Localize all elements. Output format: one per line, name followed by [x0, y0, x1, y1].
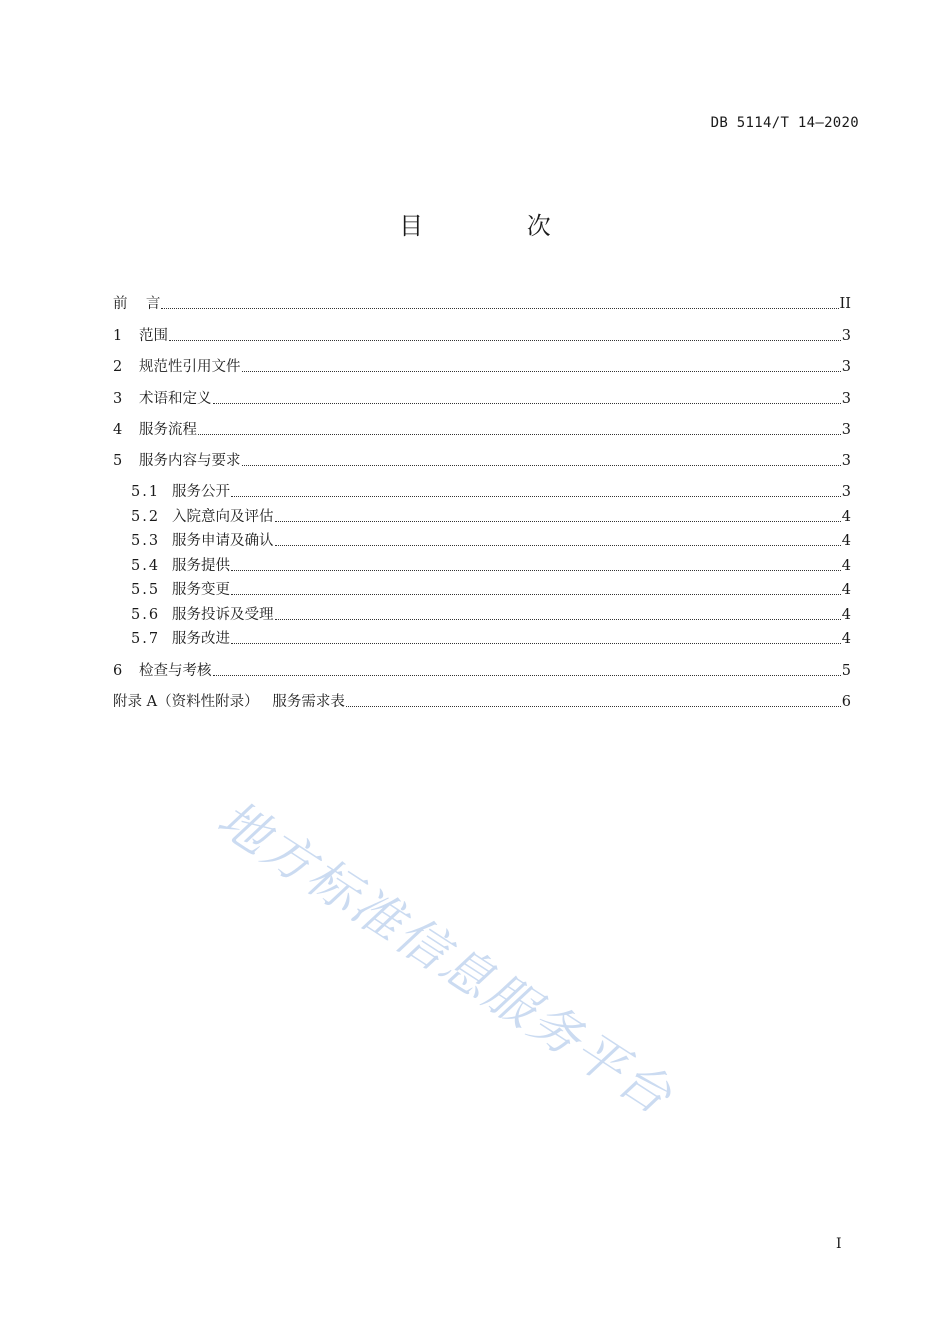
toc-entry-page: 4	[841, 582, 851, 598]
toc-entry-label: 服务提供	[172, 557, 230, 574]
toc-entry-5-3[interactable]	[113, 526, 851, 551]
toc-entry-2[interactable]	[113, 345, 851, 377]
toc-entry-5-4[interactable]	[113, 550, 851, 575]
toc-entry-page: II	[839, 296, 851, 312]
toc-leader-dots	[231, 496, 841, 497]
toc-entry-5-6[interactable]	[113, 599, 851, 624]
toc-leader-dots	[213, 403, 841, 404]
toc-leader-dots	[242, 465, 841, 466]
toc-leader-dots	[169, 340, 841, 341]
toc-entry-page: 6	[841, 694, 851, 710]
toc-entry-label: 服务流程	[139, 422, 197, 438]
toc-entry-number: 5.2	[131, 508, 161, 525]
toc-entry-page: 3	[841, 359, 851, 375]
toc-entry-page: 4	[841, 631, 851, 647]
toc-entry-page: 3	[841, 484, 851, 500]
toc-entry-label: 检查与考核	[139, 662, 212, 679]
toc-entry-5[interactable]	[113, 439, 851, 470]
toc-entry-number: 2	[113, 359, 123, 375]
toc-leader-dots	[275, 619, 841, 620]
toc-entry-label: 附录 A（资料性附录） 服务需求表	[113, 694, 345, 710]
page-number: I	[836, 1236, 842, 1252]
toc-leader-dots	[213, 675, 841, 676]
toc-entry-label: 服务改进	[172, 631, 230, 647]
toc-entry-number: 1	[113, 327, 123, 344]
watermark-text: 地方标准信息服务平台	[207, 789, 684, 1127]
toc-entry-label: 入院意向及评估	[172, 508, 274, 525]
toc-entry-label: 前 言	[113, 296, 161, 312]
toc-entry-label: 服务变更	[172, 582, 230, 598]
toc-entry-page: 4	[841, 533, 851, 549]
toc-entry-foreword[interactable]	[113, 286, 851, 313]
toc-leader-dots	[275, 545, 841, 546]
toc-entry-page: 3	[841, 422, 851, 438]
toc-entry-number: 5	[113, 453, 123, 469]
toc-entry-page: 4	[841, 606, 851, 623]
toc-leader-dots	[231, 570, 841, 571]
toc-entry-4[interactable]	[113, 408, 851, 440]
toc-entry-page: 3	[841, 390, 851, 407]
toc-entry-number: 5.7	[131, 631, 161, 647]
table-of-contents	[113, 286, 851, 711]
toc-entry-1[interactable]	[113, 313, 851, 345]
toc-entry-number: 5.1	[131, 484, 161, 500]
toc-leader-dots	[231, 643, 841, 644]
toc-entry-number: 5.6	[131, 606, 161, 623]
toc-entry-5-2[interactable]	[113, 501, 851, 526]
toc-entry-label: 范围	[139, 327, 168, 344]
toc-leader-dots	[242, 371, 841, 372]
toc-entry-label: 服务公开	[172, 484, 230, 500]
toc-leader-dots	[198, 434, 841, 435]
toc-entry-label: 服务内容与要求	[139, 453, 241, 469]
toc-leader-dots	[161, 308, 838, 309]
toc-entry-page: 4	[841, 508, 851, 525]
toc-entry-number: 5.5	[131, 582, 161, 598]
toc-entry-number: 3	[113, 390, 123, 407]
toc-entry-5-1[interactable]	[113, 470, 851, 501]
toc-entry-label: 服务投诉及受理	[172, 606, 274, 623]
toc-leader-dots	[275, 521, 841, 522]
toc-entry-label: 规范性引用文件	[139, 359, 241, 375]
toc-entry-5-7[interactable]	[113, 624, 851, 649]
toc-entry-number: 5.3	[131, 533, 161, 549]
toc-entry-page: 3	[841, 327, 851, 344]
toc-leader-dots	[346, 706, 841, 707]
toc-leader-dots	[231, 594, 841, 595]
toc-entry-label: 术语和定义	[139, 390, 212, 407]
toc-entry-number: 4	[113, 422, 123, 438]
toc-entry-label: 服务申请及确认	[172, 533, 274, 549]
toc-entry-page: 5	[841, 662, 851, 679]
toc-entry-page: 3	[841, 453, 851, 469]
toc-entry-6[interactable]	[113, 648, 851, 680]
toc-entry-appendix-a[interactable]	[113, 680, 851, 712]
toc-entry-number: 6	[113, 662, 123, 679]
toc-entry-3[interactable]	[113, 376, 851, 408]
page-title: 目 次	[399, 212, 599, 240]
toc-entry-5-5[interactable]	[113, 575, 851, 600]
toc-entry-page: 4	[841, 557, 851, 574]
document-code: DB 5114/T 14—2020	[710, 115, 859, 131]
toc-entry-number: 5.4	[131, 557, 161, 574]
